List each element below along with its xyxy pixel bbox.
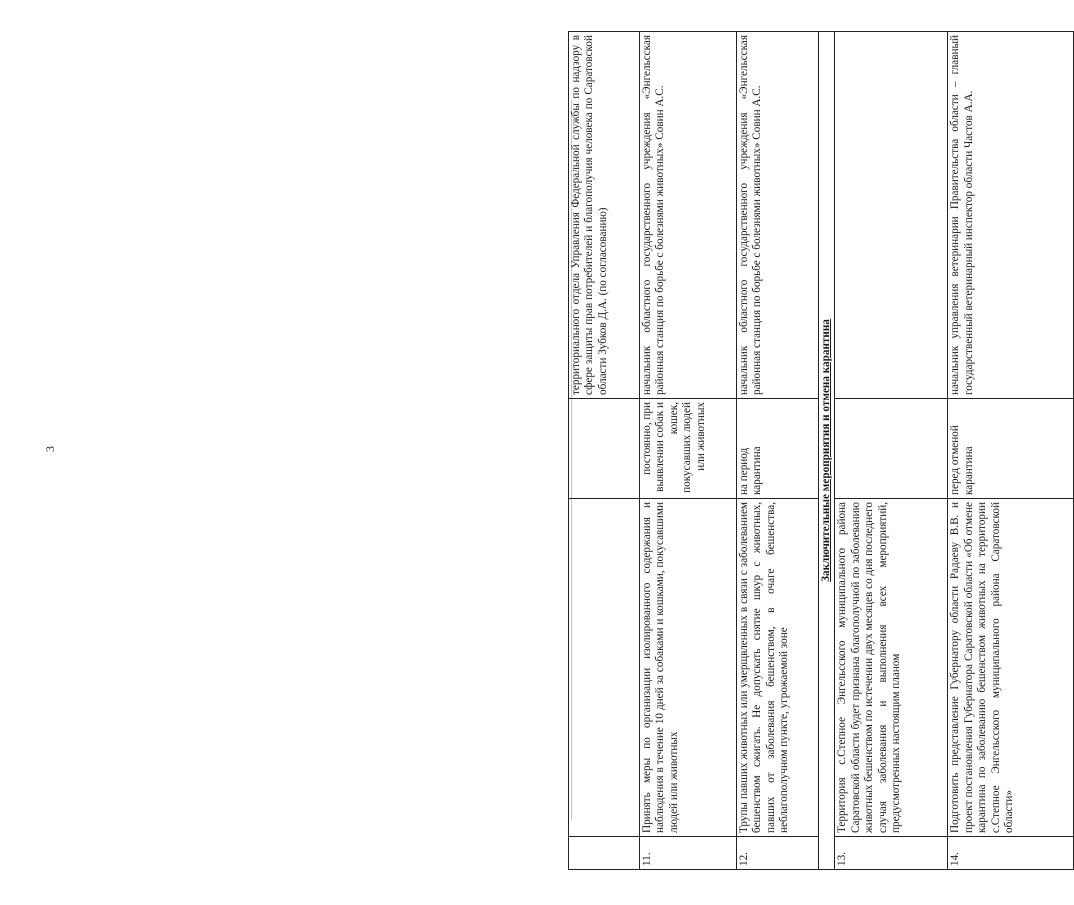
table-row [948,32,1074,870]
section-row [819,32,835,870]
table-row [569,32,640,870]
table-row [835,32,948,870]
table-row [640,32,737,870]
responsible-cell: территориального отдела Управления Федеральной службы по надзору в сфере защиты прав потребителей и благополучия человека по Саратовской области Зубков Д.А. (по согласованию) [569,32,640,399]
plan-table [568,31,1074,870]
table-row [737,32,819,870]
term-cell [569,399,640,499]
row-number: 12. [737,837,819,870]
term-cell: перед отменой карантина [948,399,1074,499]
row-number: 13. [835,837,948,870]
term-cell: на период карантина [737,399,819,499]
rotated-table-container [568,32,1073,870]
measure-cell: Территория с.Степное Энгельсского муниципального района Саратовской области будет признана благополучной по заболеванию животных бешенством по истечении двух месяцев со дня последнего случая заболевания и выполнения всех мероприятий, предусмотренных настоящим планом [835,499,948,837]
term-cell: постоянно, при выявлении собак и кошек, покусавших людей или животных [640,399,737,499]
row-number [569,837,640,870]
term-cell [835,399,948,499]
measure-cell [569,499,640,837]
measure-cell: Трупы павших животных или умерщвленных в связи с заболеванием бешенством сжигать. Не допускать снятие шкур с животных, павших от заболевания бешенством, в очаге бешенства, неблагополучном пункте, угрожаемой зоне [737,499,819,837]
responsible-cell: начальник управления ветеринарии Правительства области – главный государственный ветеринарный инспектор области Частов А.А. [948,32,1074,399]
row-number: 14. [948,837,1074,870]
responsible-cell: начальник областного государственного учреждения «Энгельсская районная станция по борьбе с болезнями животных» Совин А.С. [737,32,819,399]
row-number: 11. [640,837,737,870]
responsible-cell [835,32,948,399]
measure-cell: Подготовить представление Губернатору области Радаеву В.В. и проект постановления Губернатора Саратовской области «Об отмене карантина по заболеванию бешенством животных на территории с.Степное Энгельсского муниципального района Саратовской области» [948,499,1074,837]
measure-cell: Принять меры по организации изолированного содержания и наблюдения в течение 10 дней за собаками и кошками, покусавшими людей или животных [640,499,737,837]
page-number: 3 [43,446,57,452]
section-title: Заключительные мероприятия и отмена карантина [819,32,835,870]
responsible-cell: начальник областного государственного учреждения «Энгельсская районная станция по борьбе с болезнями животных» Совин А.С. [640,32,737,399]
